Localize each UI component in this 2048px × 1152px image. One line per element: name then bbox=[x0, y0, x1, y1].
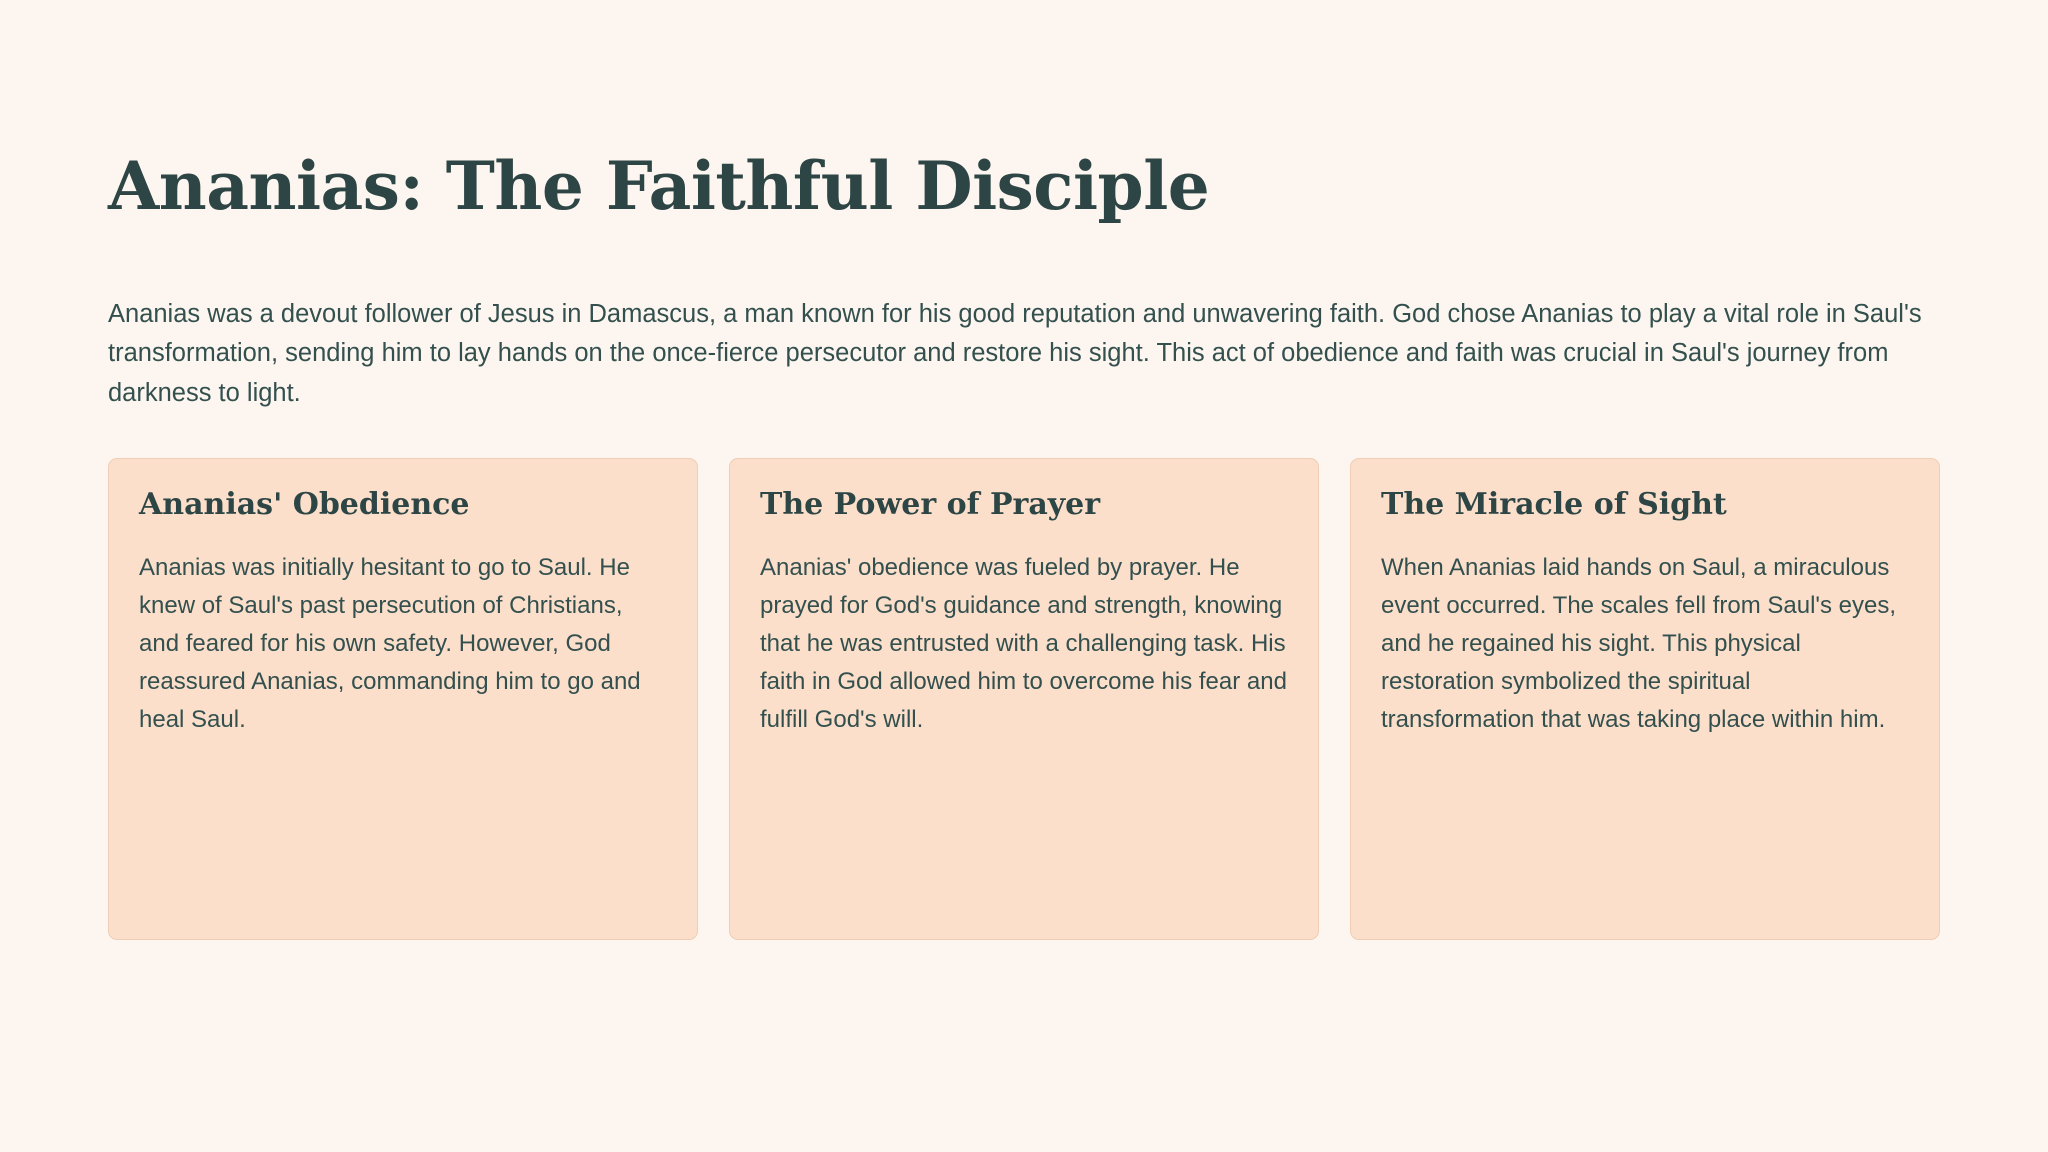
card-body: Ananias was initially hesitant to go to Saul. He knew of Saul's past persecution of Christians, and feared for his own safety. However, God reassured Ananias, commanding him to go and heal Saul. bbox=[139, 553, 641, 733]
intro-paragraph: Ananias was a devout follower of Jesus in Damascus, a man known for his good reputation and unwavering faith. God chose Ananias to play a vital role in Saul's transformation, sending him to lay hands on the once-fierce persecutor and restore his sight. This act of obedience and faith was crucial in Saul's journey from darkness to light. bbox=[108, 299, 1922, 408]
card-body: Ananias' obedience was fueled by prayer. He prayed for God's guidance and strength, knowing that he was entrusted with a challenging task. His faith in God allowed him to overcome his fear and fulfill God's will. bbox=[760, 553, 1287, 733]
card-miracle-of-sight bbox=[1350, 458, 1940, 940]
card-body: When Ananias laid hands on Saul, a miraculous event occurred. The scales fell from Saul's eyes, and he regained his sight. This physical restoration symbolized the spiritual transformation that was taking place within him. bbox=[1381, 553, 1897, 733]
card-title: Ananias' Obedience bbox=[139, 486, 470, 522]
card-power-of-prayer bbox=[729, 458, 1319, 940]
card-ananias-obedience bbox=[108, 458, 698, 940]
card-title: The Power of Prayer bbox=[760, 486, 1101, 522]
card-title: The Miracle of Sight bbox=[1381, 486, 1727, 522]
card-grid bbox=[108, 458, 1940, 940]
page-title: Ananias: The Faithful Disciple bbox=[108, 147, 1210, 225]
